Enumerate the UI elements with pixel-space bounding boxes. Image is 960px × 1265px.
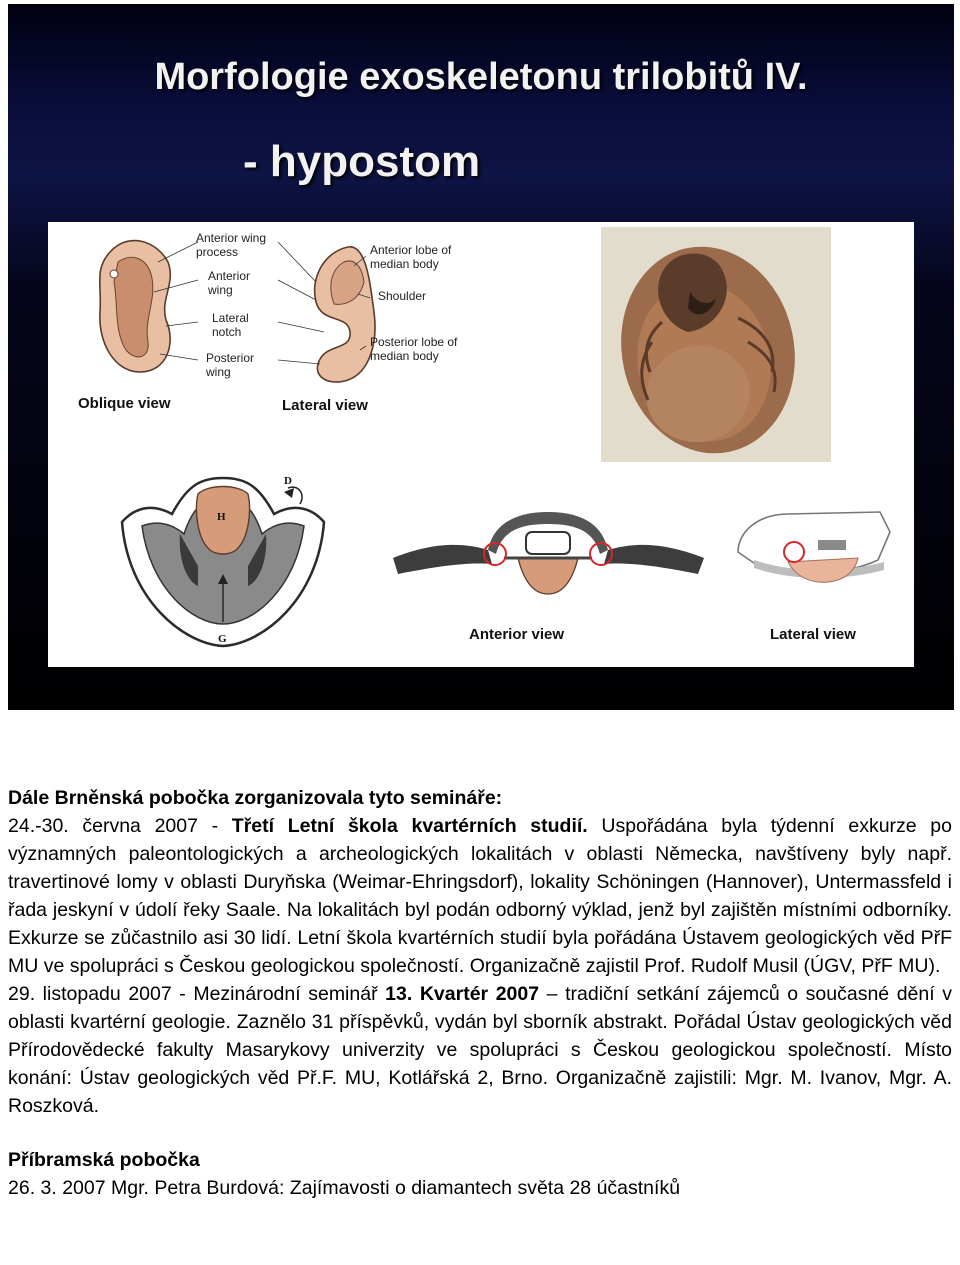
label-posterior-wing: Posterior wing bbox=[206, 351, 255, 379]
paragraph-seminar bbox=[8, 980, 952, 1120]
article-text bbox=[8, 784, 952, 1202]
label-oblique-view: Oblique view bbox=[78, 395, 171, 412]
section-heading-brno: Dále Brněnská pobočka zorganizovala tyto semináře: bbox=[8, 787, 503, 809]
slide-title: Morfologie exoskeletonu trilobitů IV. bbox=[154, 56, 808, 98]
label-anterior-view: Anterior view bbox=[469, 626, 565, 643]
anterior-view-drawing bbox=[393, 512, 704, 594]
label-anterior-wing: Anterior wing bbox=[208, 269, 251, 297]
hypostome-figure bbox=[48, 222, 914, 667]
p1-body: Uspořádána byla týdenní exkurze po významných paleontologických a archeologických lokalitách v oblasti Německa, navštíveny byly např. travertinové lomy v oblasti Duryňska (Weimar-Ehringsdorf), lokality Schöningen (Hannover), Untermassfeld i řada jeskyní v údolí řeky Saale. Na lokalitách byl podán odborný výklad, jenž byl zajištěn místními odborníky. Exkurze se zůčastnilo asi 30 lidí. Letní škola kvartérních studií byla pořádána Ústavem geologických věd PřF MU ve spolupráci s Českou geologickou společností. Organizačně zajistil Prof. Rudolf Musil (ÚGV, PřF MU). bbox=[8, 815, 952, 977]
slide-subtitle: - hypostom bbox=[243, 137, 481, 186]
label-lateral-view-bottom: Lateral view bbox=[770, 626, 856, 643]
lateral-view-drawing bbox=[315, 247, 375, 382]
ventral-view-drawing bbox=[122, 478, 324, 646]
letter-d: D bbox=[284, 475, 292, 487]
label-anterior-wing-process: Anterior wing process bbox=[196, 231, 267, 259]
label-anterior-lobe: Anterior lobe of median body bbox=[370, 243, 452, 271]
p1-event-title: Třetí Letní škola kvartérních studií. bbox=[231, 815, 588, 837]
lateral-view-bottom-drawing bbox=[738, 512, 890, 582]
label-lateral-view-top: Lateral view bbox=[282, 397, 368, 414]
p1-date: 24.-30. června 2007 - bbox=[8, 815, 232, 837]
letter-h: H bbox=[217, 511, 226, 523]
label-posterior-lobe: Posterior lobe of median body bbox=[370, 335, 458, 363]
p2-date: 29. listopadu 2007 - Mezinárodní seminář bbox=[8, 983, 386, 1005]
figure-panel bbox=[48, 222, 914, 667]
trilobite-fossil-photo bbox=[601, 227, 831, 470]
presentation-slide bbox=[8, 4, 954, 710]
p2-event-title: 13. Kvartér 2007 bbox=[385, 983, 540, 1005]
p2-body: – tradiční setkání zájemců o současné dění v oblasti kvartérní geologie. Zaznělo 31 příspěvků, vydán byl sborník abstrakt. Pořádal Ústav geologických věd Přírodovědecké fakulty Masarykovy univerzity ve spolupráci s Českou geologickou společností. Místo konání: Ústav geologických věd Př.F. MU, Kotlářská 2, Brno. Organizačně zajistili: Mgr. M. Ivanov, Mgr. A. Roszková. bbox=[8, 983, 952, 1117]
label-shoulder: Shoulder bbox=[378, 289, 427, 303]
letter-g: G bbox=[218, 633, 227, 645]
section-heading-pribram: Příbramská pobočka bbox=[8, 1149, 200, 1171]
paragraph-summer-school bbox=[8, 812, 952, 980]
oblique-view-drawing bbox=[100, 241, 171, 372]
paragraph-diamonds: 26. 3. 2007 Mgr. Petra Burdová: Zajímavosti o diamantech světa 28 účastníků bbox=[8, 1177, 681, 1199]
label-lateral-notch: Lateral notch bbox=[212, 311, 249, 339]
